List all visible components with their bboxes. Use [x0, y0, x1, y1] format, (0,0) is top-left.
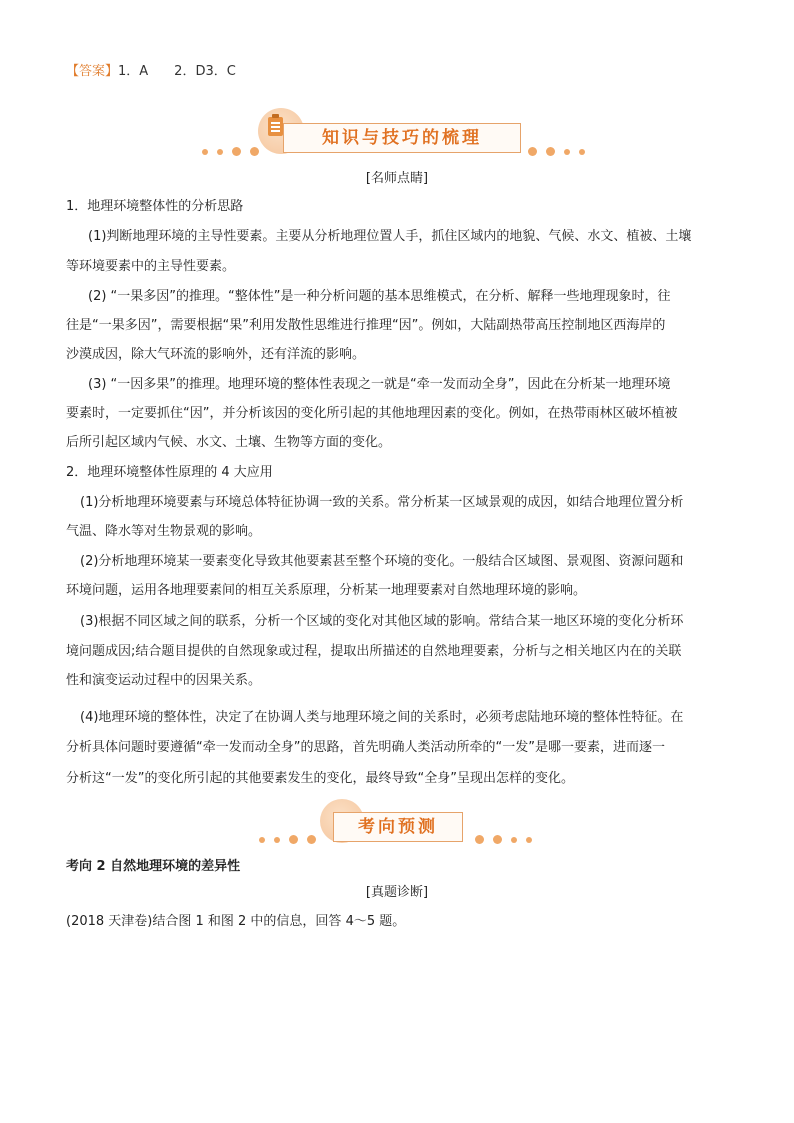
- app-3-line-3: 性和演变运动过程中的因果关系。: [66, 673, 262, 688]
- section2-heading: 考向 2 自然地理环境的差异性: [66, 859, 241, 874]
- right-dots-2: [475, 835, 532, 844]
- app-3-line-1: (3)根据不同区域之间的联系，分析一个区域的变化对其他区域的影响。常结合某一地区环境的变化分析环: [80, 614, 684, 629]
- left-dots: [202, 147, 259, 156]
- app-4-line-3: 分析这“一发”的变化所引起的其他要素发生的变化，最终导致“全身”呈现出怎样的变化。: [66, 771, 574, 786]
- app-1-line-2: 气温、降水等对生物景观的影响。: [66, 524, 262, 539]
- banner-title: 知识与技巧的梳理: [283, 123, 521, 153]
- heading-1: 1．地理环境整体性的分析思路: [66, 199, 244, 214]
- answer-tag: 【答案】: [66, 64, 119, 79]
- app-2-line-1: (2)分析地理环境某一要素变化导致其他要素甚至整个环境的变化。一般结合区域图、景观图、资源问题和: [80, 554, 684, 569]
- para-1-line-1: (1)判断地理环境的主导性要素。主要从分析地理位置人手，抓住区域内的地貌、气候、水文、植被、土壤: [88, 229, 692, 244]
- banner2-title: 考向预测: [333, 812, 463, 842]
- app-1-line-1: (1)分析地理环境要素与环境总体特征协调一致的关系。常分析某一区域景观的成因，如结合地理位置分析: [80, 495, 684, 510]
- para-3-line-1: (3) “一因多果”的推理。地理环境的整体性表现之一就是“牵一发而动全身”，因此在分析某一地理环境: [88, 377, 671, 392]
- question-prompt: (2018 天津卷)结合图 1 和图 2 中的信息，回答 4～5 题。: [66, 914, 406, 929]
- app-4-line-2: 分析具体问题时要遵循“牵一发而动全身”的思路，首先明确人类活动所牵的“一发”是哪一要素，进而逐一: [66, 740, 665, 755]
- para-1-line-2: 等环境要素中的主导性要素。: [66, 259, 236, 274]
- app-3-line-2: 境问题成因;结合题目提供的自然现象或过程，提取出所描述的自然地理要素，分析与之相关地区内在的关联: [66, 644, 682, 659]
- right-dots: [528, 147, 585, 156]
- heading-2: 2．地理环境整体性原理的 4 大应用: [66, 465, 273, 480]
- answer-text: 1．A 2．D3．C: [118, 64, 236, 79]
- app-4-line-1: (4)地理环境的整体性，决定了在协调人类与地理环境之间的关系时，必须考虑陆地环境的整体性特征。在: [80, 710, 684, 725]
- app-2-line-2: 环境问题，运用各地理要素间的相互关系原理，分析某一地理要素对自然地理环境的影响。: [66, 583, 587, 598]
- answer-line: [66, 60, 236, 79]
- para-3-line-3: 后所引起区域内气候、水文、土壤、生物等方面的变化。: [66, 435, 392, 450]
- para-3-line-2: 要素时，一定要抓住“因”，并分析该因的变化所引起的其他地理因素的变化。例如，在热带雨林区破坏植被: [66, 406, 678, 421]
- subtitle-zhenti: [真题诊断]: [365, 885, 429, 900]
- left-dots-2: [259, 835, 316, 844]
- para-2-line-1: (2) “一果多因”的推理。“整体性”是一种分析问题的基本思维模式，在分析、解释一些地理现象时，往: [88, 289, 671, 304]
- subtitle-mingshi: [名师点睛]: [365, 171, 429, 186]
- para-2-line-2: 往是“一果多因”，需要根据“果”利用发散性思维进行推理“因”。例如，大陆副热带高压控制地区西海岸的: [66, 318, 666, 333]
- para-2-line-3: 沙漠成因，除大气环流的影响外，还有洋流的影响。: [66, 347, 366, 362]
- clipboard-icon: [268, 117, 283, 136]
